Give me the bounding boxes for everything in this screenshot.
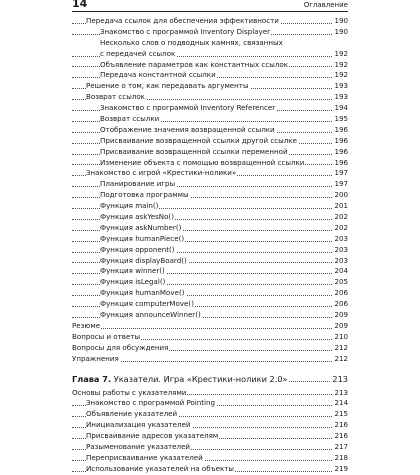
toc-entry-title: Вопросы и ответы: [72, 331, 141, 341]
toc-entry-title: Переприсваивание указателей: [86, 452, 203, 462]
toc-entry: [72, 266, 348, 277]
toc-entry-page: 217: [334, 441, 348, 451]
toc-entry-page: 193: [334, 92, 348, 102]
toc-entry-title: Объявление указателей: [86, 409, 178, 419]
toc-entry-page: 206: [334, 299, 348, 309]
toc-entry: [72, 16, 348, 27]
chapter-label: Глава 7.: [72, 373, 112, 384]
toc-entry-page: 196: [334, 146, 348, 156]
toc-entry: [72, 277, 348, 288]
page-number: 14: [72, 0, 88, 10]
toc-entry-title: Подготовка программы: [100, 190, 189, 200]
toc-entry-title: Вопросы для обсуждения: [72, 342, 169, 352]
toc-entry-page: 212: [334, 353, 348, 363]
toc-entry-page: 205: [334, 277, 348, 287]
toc-entry-page: 190: [334, 26, 348, 36]
toc-entry: [72, 147, 348, 158]
toc-entry-page: 196: [334, 124, 348, 134]
toc-entry: [72, 70, 348, 81]
toc-entry: [72, 343, 348, 354]
toc-entry-page: 201: [334, 201, 348, 211]
toc-entry-page: 200: [334, 190, 348, 200]
toc-entry-title: Решение о том, как передавать аргументы: [86, 81, 249, 91]
toc-entry: [72, 420, 348, 431]
toc-entry: [72, 223, 348, 234]
toc-entry-title: Функция humanPiece(): [100, 233, 185, 243]
toc-chapter-entry: [72, 371, 348, 387]
toc-entry: [72, 245, 348, 256]
toc-entry-page: 218: [334, 452, 348, 462]
toc-entry: [72, 464, 348, 475]
toc-entry: [72, 38, 348, 49]
toc-entry: [72, 442, 348, 453]
toc-entry-page: 196: [334, 157, 348, 167]
header-rule: [72, 11, 348, 12]
toc-entry-page: 210: [334, 331, 348, 341]
toc-entry-title: Функция askNumber(): [100, 222, 182, 232]
toc-entry: [72, 288, 348, 299]
toc-entry-title: Передача константной ссылки: [100, 70, 216, 80]
toc-entry-title: Функция isLegal(): [100, 277, 166, 287]
toc-entry-page: 192: [334, 48, 348, 58]
toc-entry: [72, 310, 348, 321]
toc-entry-page: 203: [334, 255, 348, 265]
toc-entry-page: 202: [334, 212, 348, 222]
toc-entry-page: 196: [334, 135, 348, 145]
toc-entry: [72, 398, 348, 409]
toc-entry-page: 216: [334, 431, 348, 441]
toc-entry-title: Несколько слов о подводных камнях, связанных: [100, 37, 283, 47]
toc-entry-page: 204: [334, 266, 348, 276]
toc-entry-title: Возврат ссылок: [86, 92, 145, 102]
toc-entry-page: 193: [334, 81, 348, 91]
toc-entry-page: 209: [334, 320, 348, 330]
table-of-contents: [72, 16, 348, 475]
toc-entry: [72, 190, 348, 201]
toc-entry-page: 214: [334, 398, 348, 408]
toc-entry: [72, 409, 348, 420]
toc-entry-page: 203: [334, 244, 348, 254]
toc-entry: [72, 453, 348, 464]
toc-entry-title: с передачей ссылок: [100, 48, 176, 58]
toc-entry-page: 213: [334, 387, 348, 397]
toc-entry: [72, 60, 348, 71]
toc-entry-title: Инициализация указателей: [86, 420, 191, 430]
toc-entry-title: Передача ссылок для обеспечения эффективности: [86, 16, 279, 25]
toc-entry-page: 216: [334, 420, 348, 430]
toc-entry-title: Функция humanMove(): [100, 288, 185, 298]
toc-entry-page: 194: [334, 103, 348, 113]
toc-entry: [72, 234, 348, 245]
toc-entry: [72, 114, 348, 125]
toc-entry-page: 195: [334, 114, 348, 124]
toc-entry-title: Функция main(): [100, 201, 159, 211]
toc-entry-title: Функция opponent(): [100, 244, 175, 254]
toc-entry-title: Функция winner(): [100, 266, 165, 276]
toc-entry: [72, 299, 348, 310]
toc-entry: [72, 212, 348, 223]
toc-entry-title: Планирование игры: [100, 179, 176, 189]
toc-entry-page: 192: [334, 70, 348, 80]
toc-entry: [72, 256, 348, 267]
toc-entry-title: Знакомство с программой Pointing: [86, 398, 216, 408]
toc-entry-title: Указатели. Игра «Крестики-нолики 2.0»: [113, 373, 288, 384]
toc-entry-page: 192: [334, 59, 348, 69]
toc-entry-title: Разыменование указателей: [86, 441, 191, 451]
toc-entry-title: Резюме: [72, 320, 101, 330]
toc-entry: [72, 49, 348, 60]
toc-entry-page: 212: [334, 342, 348, 352]
toc-entry-title: Знакомство с программой Inventory Displayer: [100, 26, 271, 36]
toc-entry-title: Присваивание возвращенной ссылки другой ссылке: [100, 135, 297, 145]
toc-entry: [72, 92, 348, 103]
toc-entry-page: 197: [334, 168, 348, 178]
toc-entry-title: Объявление параметров как константных ссылок: [100, 59, 288, 69]
toc-entry: [72, 103, 348, 114]
toc-entry-title: Функция announceWinner(): [100, 310, 201, 320]
toc-entry: [72, 27, 348, 38]
toc-leader-dots: [72, 328, 348, 329]
toc-entry-page: 213: [331, 371, 348, 387]
toc-entry-title: Отображение значения возвращенной ссылки: [100, 124, 275, 134]
toc-entry: [72, 201, 348, 212]
toc-entry-title: Функция displayBoard(): [100, 255, 187, 265]
toc-entry-page: 215: [334, 409, 348, 419]
toc-entry: [72, 388, 348, 399]
toc-entry: [72, 354, 348, 365]
toc-entry: [72, 158, 348, 169]
toc-entry-title: Возврат ссылки: [100, 114, 160, 124]
toc-entry-page: 197: [334, 179, 348, 189]
toc-entry: [72, 136, 348, 147]
toc-entry-title: Основы работы с указателями: [72, 387, 187, 397]
toc-entry: [72, 168, 348, 179]
toc-entry-title: Изменение объекта с помощью возвращенной ссылки: [100, 157, 305, 167]
toc-entry-title: Функция computerMove(): [100, 299, 194, 309]
toc-entry-page: 203: [334, 233, 348, 243]
toc-entry-title: Знакомство с программой Inventory Referencer: [100, 103, 276, 113]
toc-entry: [72, 81, 348, 92]
toc-entry: [72, 332, 348, 343]
toc-entry-title: Функция askYesNo(): [100, 212, 174, 222]
toc-entry-title: Использование указателей на объекты: [86, 463, 234, 473]
toc-entry: [72, 431, 348, 442]
toc-entry-page: 206: [334, 288, 348, 298]
toc-entry-page: 209: [334, 310, 348, 320]
toc-entry-title: Присваивание адресов указателям: [86, 431, 219, 441]
toc-entry: [72, 125, 348, 136]
toc-entry-page: 190: [334, 16, 348, 25]
toc-entry-title: Присваивание возвращенной ссылки переменной: [100, 146, 288, 156]
toc-entry-title: Упражнения: [72, 353, 119, 363]
toc-entry: [72, 321, 348, 332]
running-head: Оглавление: [303, 1, 348, 9]
page-header: [0, 0, 420, 14]
toc-entry-page: 219: [334, 463, 348, 473]
toc-entry: [72, 179, 348, 190]
toc-entry-page: 202: [334, 222, 348, 232]
toc-entry-title: Знакомство с игрой «Крестики-нолики»: [86, 168, 237, 178]
